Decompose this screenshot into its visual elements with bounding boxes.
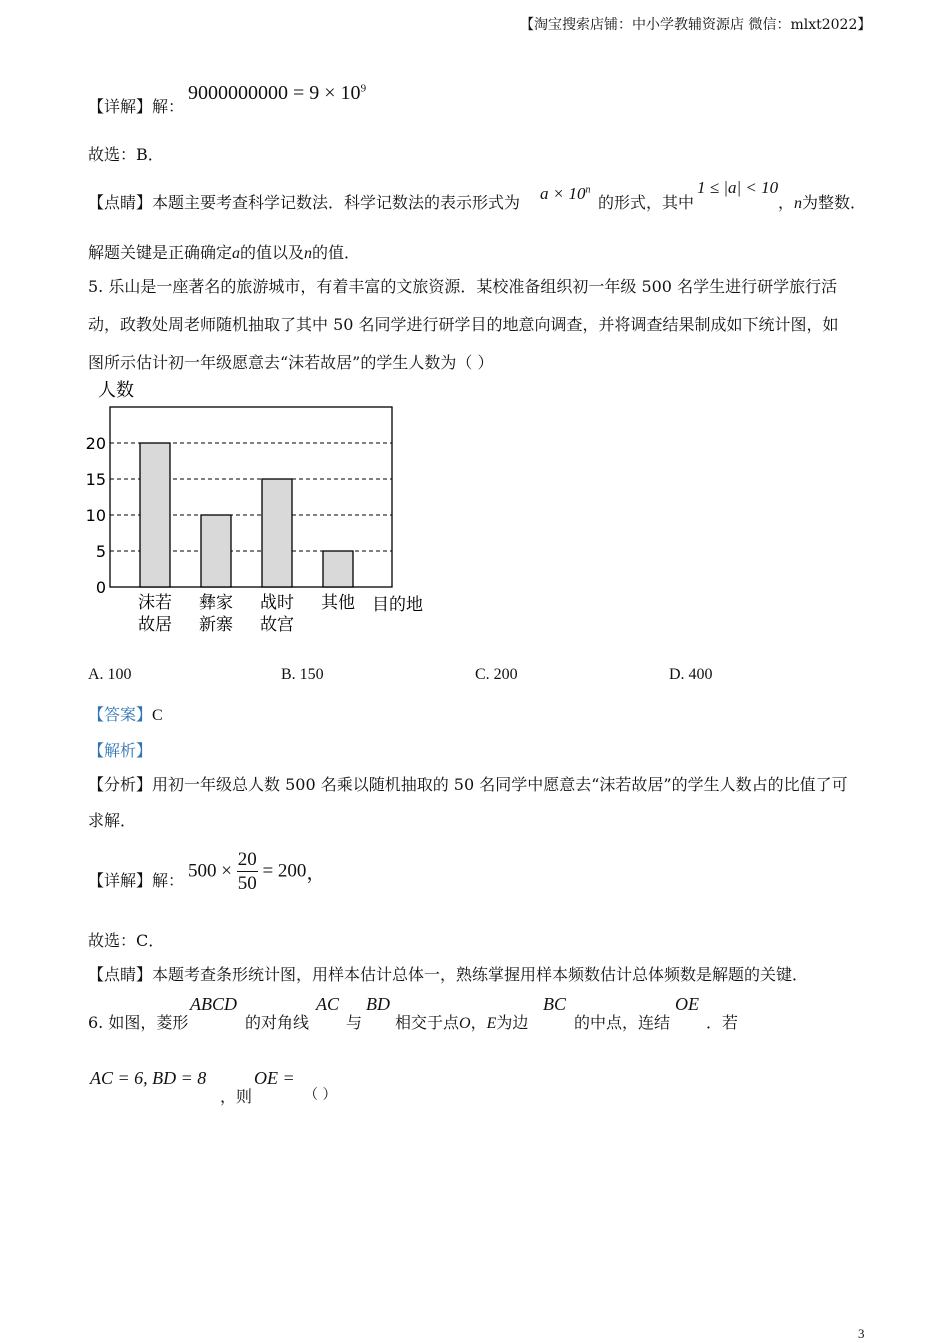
q5-bar-chart (80, 372, 450, 642)
q5-line2: 动，政教处周老师随机抽取了其中 50 名同学进行研学目的地意向调查，并将调查结果制成如下统计图，如 (88, 315, 839, 334)
y-tick-label: 10 (85, 506, 106, 525)
q5-option-d: D. 400 (669, 666, 713, 683)
y-tick-label: 15 (85, 470, 106, 489)
q6-p8: ．若 (706, 1013, 739, 1032)
q4-comment-p3: ，n为整数． (778, 193, 867, 212)
q5-choose: 故选：C． (88, 931, 165, 950)
q5-answer: 【答案】C (88, 705, 163, 724)
x-tick-label: 故宫 (260, 615, 294, 635)
chart-xticks (138, 592, 355, 635)
q5-option-c: C. 200 (475, 666, 518, 683)
q5-analysis-line1: 【分析】用初一年级总人数 500 名乘以随机抽取的 50 名同学中愿意去“沫若故居”的学生人数占的比值了可 (88, 775, 848, 794)
q6-m6: BC (543, 994, 567, 1014)
y-tick-label: 0 (95, 578, 106, 597)
q6-p2: 的对角线 (245, 1013, 310, 1032)
q5-detail-equation: 500 × $\frac{20}{50}$ = 200， (188, 849, 326, 894)
x-tick-label: 新寨 (199, 615, 233, 635)
q5-line3: 图所示估计初一年级愿意去“沫若故居”的学生人数为（ ） (88, 353, 494, 372)
q4-comment: 【点睛】本题主要考查科学记数法．科学记数法的表示形式为 (88, 193, 521, 212)
q4-comment-math2: 1 ≤ |a| < 10 (697, 178, 779, 197)
y-tick-label: 20 (85, 434, 106, 453)
x-tick-label: 战时 (260, 593, 294, 613)
q5-line1: 5. 乐山是一座著名的旅游城市，有着丰富的文旅资源．某校准备组织初一年级 500 名学生进行研学旅行活 (88, 277, 838, 296)
q6-m1: ABCD (190, 994, 237, 1014)
q6-m7: OE (675, 994, 699, 1014)
q5-option-b: B. 150 (281, 666, 324, 683)
q6-m3: BD (366, 994, 390, 1014)
bar (262, 479, 292, 587)
q6-m9: OE = (254, 1068, 295, 1088)
chart-yticks (86, 434, 106, 597)
q6-p1: 6. 如图，菱形 (88, 1013, 189, 1032)
q5-detail-label: 【详解】解： (88, 871, 185, 890)
q6-p10: （ ） (304, 1087, 337, 1103)
x-tick-label: 沫若 (138, 593, 172, 613)
q6-p4: 相交于点O，E为边 (395, 1013, 529, 1032)
q6-p7: 的中点，连结 (574, 1013, 671, 1032)
q6-p9: ，则 (220, 1087, 253, 1106)
q4-comment-line2: 解题关键是正确确定a的值以及n的值． (88, 243, 361, 262)
x-tick-label: 其他 (321, 593, 355, 613)
q4-comment-p2: 的形式，其中 (598, 193, 695, 212)
bar (323, 551, 353, 587)
x-tick-label: 故居 (138, 615, 172, 635)
q6-p3: 与 (346, 1013, 363, 1032)
q6-m2: AC (316, 994, 340, 1014)
q4-detail-equation: $9000000000 = 9 \times 10^9$ (188, 82, 367, 104)
q6-m8: AC = 6, BD = 8 (90, 1068, 207, 1088)
q5-comment: 【点睛】本题考查条形统计图，用样本估计总体一，熟练掌握用样本频数估计总体频数是解题的关键． (88, 965, 809, 984)
bar (140, 443, 170, 587)
q5-analysis-label: 【解析】 (88, 741, 153, 760)
q5-analysis-line2: 求解． (88, 811, 137, 830)
q4-choose: 故选：B． (88, 145, 164, 164)
q5-option-a: A. 100 (88, 666, 132, 683)
q5-fraction: $\frac{20}{50}$ (237, 849, 257, 894)
q4-comment-math1: $a \times 10^n$ (540, 184, 591, 203)
chart-ylabel: 人数 (98, 380, 134, 401)
y-tick-label: 5 (95, 542, 106, 561)
page-number: 3 (858, 1326, 865, 1341)
page-header: 【淘宝搜索店铺：中小学教辅资源店 微信：mlxt2022】 (520, 17, 872, 33)
bar (201, 515, 231, 587)
q4-detail-label: 【详解】解： (88, 97, 185, 116)
chart-xlabel: 目的地 (372, 595, 423, 615)
x-tick-label: 彝家 (199, 593, 233, 613)
